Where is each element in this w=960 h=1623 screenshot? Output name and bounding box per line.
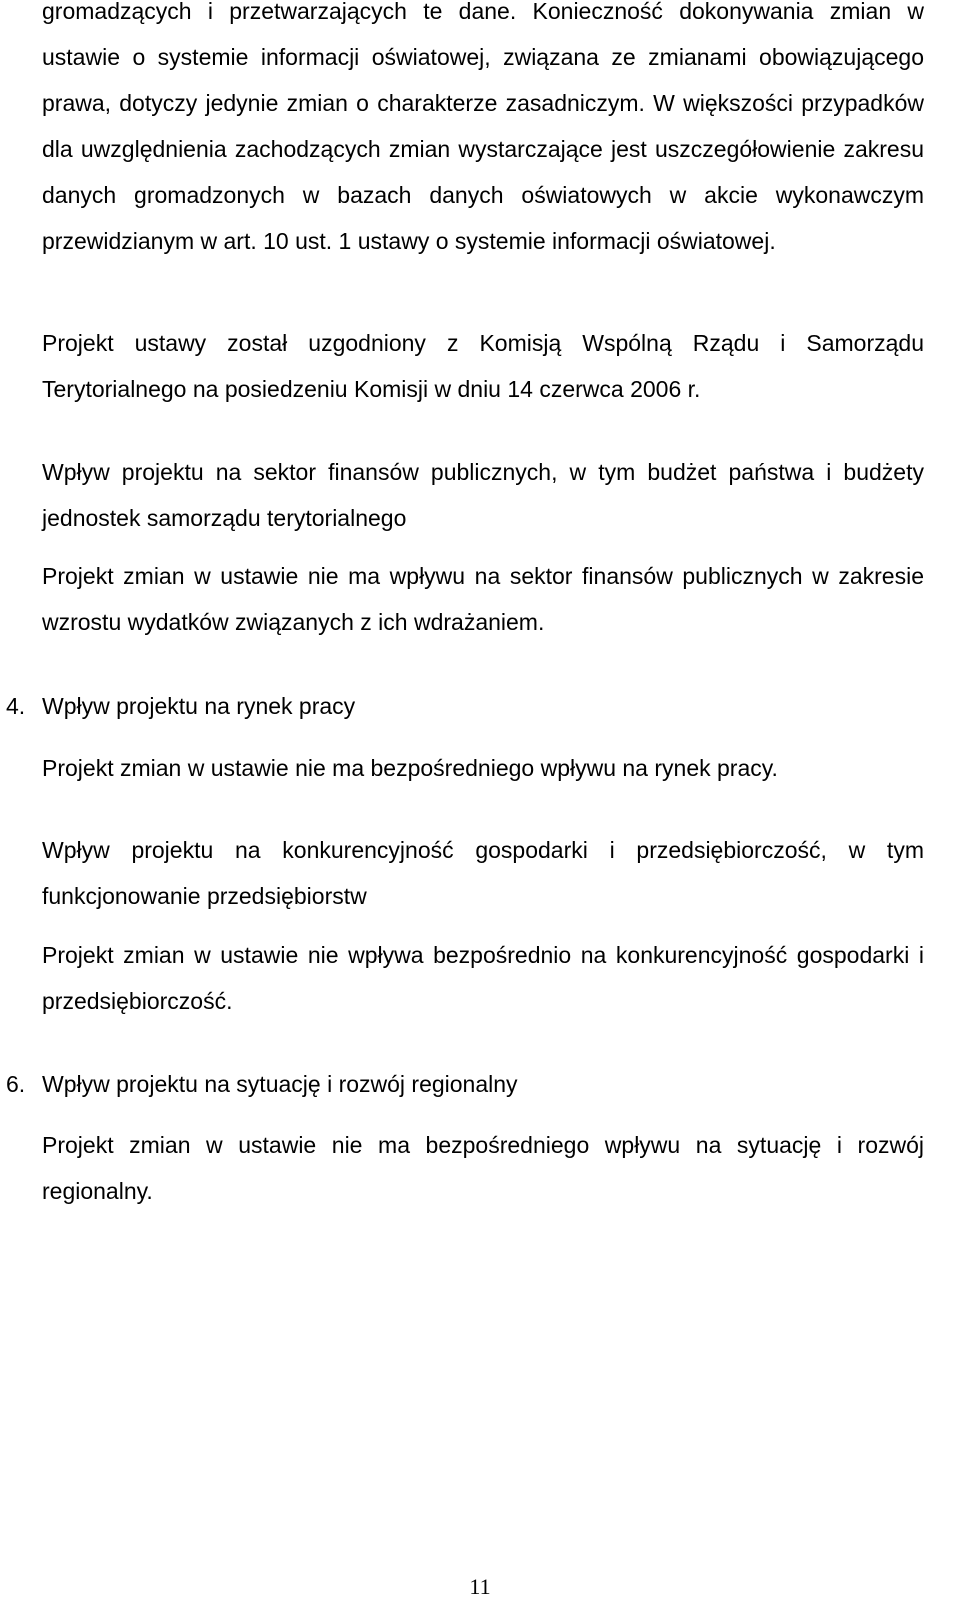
section-5-number	[6, 827, 42, 873]
section-4-heading	[6, 683, 924, 729]
section-3-title: Wpływ projektu na sektor finansów publicznych, w tym budżet państwa i budżety jednostek samorządu terytorialnego	[42, 459, 924, 531]
section-4-title: Wpływ projektu na rynek pracy	[42, 693, 356, 719]
section-3-number	[6, 449, 42, 495]
section-6-body: Projekt zmian w ustawie nie ma bezpośredniego wpływu na sytuację i rozwój regionalny.	[42, 1132, 924, 1204]
section-5-body: Projekt zmian w ustawie nie wpływa bezpośrednio na konkurencyjność gospodarki i przedsiębiorczość.	[42, 942, 924, 1014]
section-6-heading	[6, 1061, 924, 1107]
continuation-paragraph: gromadzących i przetwarzających te dane. Konieczność dokonywania zmian w ustawie o systemie informacji oświatowej, związana ze zmianami obowiązującego prawa, dotyczy jedynie zmian o charakterze zasadniczym. W większości przypadków dla uwzględnienia zachodzących zmian wystarczające jest uszczegółowienie zakresu danych gromadzonych w bazach danych oświatowych w akcie wykonawczym przewidzianym w art. 10 ust. 1 ustawy o systemie informacji oświatowej.	[42, 0, 924, 254]
section-5-heading	[6, 827, 924, 919]
consultation-paragraph: Projekt ustawy został uzgodniony z Komisją Wspólną Rządu i Samorządu Terytorialnego na posiedzeniu Komisji w dniu 14 czerwca 2006 r.	[42, 330, 924, 402]
section-3-body: Projekt zmian w ustawie nie ma wpływu na sektor finansów publicznych w zakresie wzrostu wydatków związanych z ich wdrażaniem.	[42, 563, 924, 635]
section-4-body: Projekt zmian w ustawie nie ma bezpośredniego wpływu na rynek pracy.	[42, 755, 778, 781]
section-3-heading	[6, 449, 924, 541]
section-5-title: Wpływ projektu na konkurencyjność gospodarki i przedsiębiorczość, w tym funkcjonowanie przedsiębiorstw	[42, 837, 924, 909]
section-6-number: 6.	[6, 1071, 26, 1097]
page-number: 11	[469, 1574, 491, 1599]
section-4-number: 4.	[6, 693, 26, 719]
section-6-title: Wpływ projektu na sytuację i rozwój regionalny	[42, 1071, 518, 1097]
